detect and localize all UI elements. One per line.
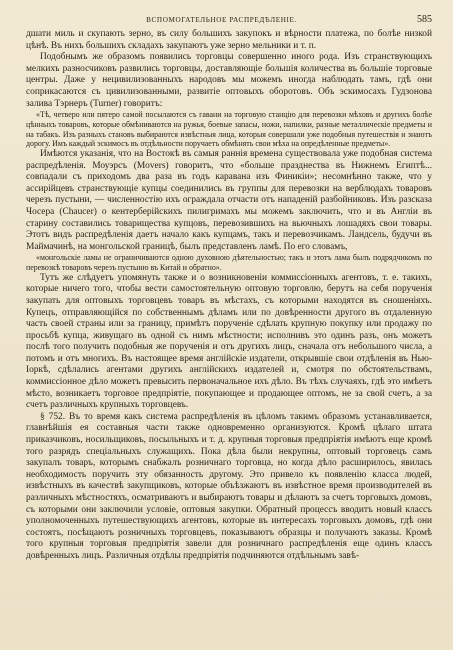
page-number: 585 bbox=[417, 14, 432, 25]
block-quote-text: «монгольскіе ламы не ограничиваются одною духовною дѣятельностью; такъ и этотъ лама былъ подрядчикомъ по перевозкѣ товаровъ черезъ пустыню въ Китай и обратно». bbox=[26, 253, 432, 273]
block-quote bbox=[26, 253, 432, 272]
block-quote-text: «Тѣ, четверо или пятеро самой посылаются съ гавани на торговую станцію для перевозки мѣховъ и другихъ болѣе цѣнныхъ товаровъ, которые обмѣниваются на ружья, боевые запасы, ножи, напилки, разные металлическіе предметы и на табакъ. Изъ разныхъ становъ выбираются извѣстныя лица, которыя совершали уже подобныя путешествія и знаютъ дорогу. Имъ каждый эскимосъ въ отдѣльности поручаетъ обмѣнять свои мѣха на опредѣленные предметы». bbox=[26, 110, 432, 149]
paragraph-continuation: дшати миль и скупають зерно, въ силу большихъ закупокъ и вѣрности платежа, по болѣе низкой цѣнѣ. Въ нихъ большихъ складахъ закупаютъ уже зерно мельники и т. п. bbox=[26, 29, 432, 51]
block-quote bbox=[26, 110, 432, 149]
paragraph: Имѣются указанія, что на Востокѣ въ самыя раннія времена существовала уже подобная система распредѣленія. Моуэрсъ (Movers) говоритъ, что «больше празднества въ Нижнемъ Египтѣ... совпадали съ приходомъ два раза въ годъ каравана изъ Финикіи»; несомнѣнно также, что у ассирійцевъ странствующіе купцы соединились въ группы для перевозки на верблюдахъ товаровъ черезъ пустыни, — численностію ихъ ограждала отчасти отъ нападеній разбойниковъ. Изъ разсказа Чосера (Chaucer) о кентерберійскихъ пилигримахъ мы можемъ заключить, что и въ Англіи въ старину составились товарищества купцовъ, перевозившихъ на вьючныхъ лошадяхъ свои товары. Этотъ видъ распредѣленія даетъ начало какъ купцамъ, такъ и перевозчикамъ. Ландсель, будучи въ Маймачинѣ, на монгольской границѣ, былъ представленъ ламѣ. По его словамъ, bbox=[26, 148, 432, 252]
page-header bbox=[26, 14, 432, 25]
paragraph: Тутъ же слѣдуетъ упомянуть также и о возникновеніи коммиссіонныхъ агентовъ, т. е. такихъ, которые ничего того, чтобы вести самостоятельную оптовую торговлю, берутъ на себя порученія закупать для оптовыхъ торговцевъ товаръ въ мѣстахъ, съ которыми находятся въ сношеніяхъ. Купецъ, отправляющійся по собственнымъ дѣламъ или по довѣренности другого въ отдаленную часть своей страны или за границу, примѣтъ порученіе сдѣлать крупную покупку или продажу по просьбѣ купца, живущаго въ одной съ нимъ мѣстности; исполнивъ это одинъ разъ, онъ можетъ послѣ того получить подобныя же порученія и отъ другихъ лицъ, сначала отъ небольшого числа, а потомъ и отъ многихъ. Въ настоящее время англійскіе издатели, открывшіе свои отдѣленія въ Нью-Іоркѣ, сдѣлались агентами другихъ англійскихъ издателей и, смотря по обстоятельствамъ, коммиссіонное дѣло можетъ превысить первоначальное ихъ дѣло. Въ тѣхъ случаяхъ, гдѣ это имѣетъ мѣсто, возникаетъ торговое предпріятіе, покупающее и продающее оптомъ, не за свой счетъ, а за счетъ различныхъ крупныхъ торговцевъ. bbox=[26, 272, 432, 411]
page-body bbox=[26, 29, 432, 563]
paragraph: Подобнымъ же образомъ появились торговцы совершенно иного рода. Изъ странствующихъ мелкихъ разносчиковъ развились торговцы, доставляющіе большія количества въ большіе торговые центры. Даже у нецивилизованныхъ народовъ мы можемъ иногда наблюдать тамъ, гдѣ они соприкасаются съ цивилизованными, развитіе оптовыхъ оборотовъ. Объ эскимосахъ Гудзонова залива Тэрнеръ (Turner) говоритъ: bbox=[26, 52, 432, 109]
running-head: ВСПОМОГАТЕЛЬНОЕ РАСПРЕДѢЛЕНІЕ. bbox=[146, 16, 297, 24]
paragraph-section: § 752. Въ то время какъ система распредѣленія въ цѣломъ такимъ образомъ устанавливается, главнѣйшія ея составныя части также одновременно организуются. Кромѣ цѣлаго штата приказчиковъ, носильщиковъ, посыльныхъ и т. д. крупныя торговыя предпріятія имѣютъ еще кромѣ того разрядъ спеціальныхъ служащихъ. Пока дѣла были некрупны, оптовый торговецъ самъ закупалъ товаръ, которымъ снабжалъ розничнаго торговца, но когда дѣло расширилось, явилась необходимость поручить эту обязанность другому. Это привело къ появленію класса людей, извѣстныхъ въ качествѣ закупщиковъ, которые объѣзжаютъ въ извѣстное время производителей въ различныхъ мѣстностяхъ, осматриваютъ и выбираютъ товары и дѣлаютъ за счетъ торговыхъ домовъ, съ которыми они заключили условіе, оптовыя закупки. Обратный процессъ вводитъ новый классъ уполномоченныхъ путешествующихъ агентовъ, которые въ интересахъ торговыхъ домовъ, гдѣ они состоятъ, посѣщаютъ розничныхъ торговцевъ, показываютъ образцы и получаютъ заказы. Кромѣ того крупныя торговыя предпріятія завели для розничнаго распредѣленія еще одинъ классъ довѣренныхъ лицъ. Различныя отдѣлы предпріятія подчиняются отдѣльнымъ завѣ- bbox=[26, 411, 432, 561]
